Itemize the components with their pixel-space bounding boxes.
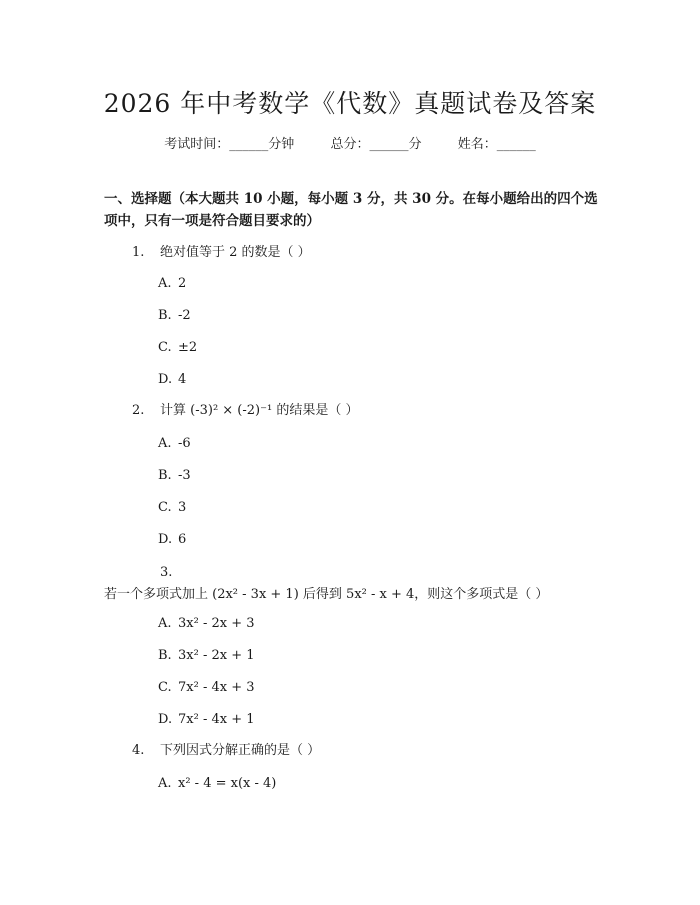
question-1-option-b [158,308,191,323]
option-label: C. [158,340,172,355]
option-label: D. [158,712,173,727]
question-3-option-a [158,616,255,631]
question-3 [104,562,604,606]
option-label: C. [158,500,172,515]
question-2-option-d [158,532,186,547]
question-number: 4. [132,743,145,758]
option-label: B. [158,468,172,483]
question-2 [132,400,592,422]
question-text: 下列因式分解正确的是（ ） [160,743,321,758]
section-heading: 一、选择题（本大题共 10 小题，每小题 3 分，共 30 分。在每小题给出的四个选项中，只有一项是符合题目要求的） [104,191,598,229]
question-1-option-c [158,340,197,355]
exam-info-line [0,133,700,152]
question-2-option-b [158,468,191,483]
option-label: B. [158,308,172,323]
question-4 [132,740,592,762]
option-label: C. [158,680,172,695]
question-3-option-b [158,648,255,663]
option-label: D. [158,372,173,387]
question-3-option-c [158,680,255,695]
question-3-option-d [158,712,255,727]
question-text: 若一个多项式加上 (2x² - 3x + 1) 后得到 5x² - x + 4，则这个多项式是（ ） [104,587,549,602]
question-text: 计算 (-3)² × (-2)⁻¹ 的结果是（ ） [160,403,359,418]
student-name-field: 姓名：______ [457,137,536,152]
question-text: 绝对值等于 2 的数是（ ） [160,245,311,260]
exam-time-field: 考试时间：______分钟 [164,137,295,152]
option-label: D. [158,532,173,547]
question-number: 2. [132,403,145,418]
option-text: 6 [178,532,187,547]
option-text: 3 [178,500,187,515]
option-text: ±2 [178,340,198,355]
total-score-field: 总分：______分 [330,137,422,152]
question-4-option-a [158,776,276,791]
option-label: A. [158,616,172,631]
option-text: 2 [178,276,187,291]
question-1-option-a [158,276,186,291]
question-2-option-c [158,500,186,515]
option-text: 7x² - 4x + 1 [178,712,255,727]
option-text: -3 [178,468,191,483]
option-text: 7x² - 4x + 3 [178,680,255,695]
option-text: 3x² - 2x + 1 [178,648,255,663]
question-number: 3. [160,565,173,580]
option-text: 4 [178,372,187,387]
question-1-option-d [158,372,186,387]
option-label: A. [158,436,172,451]
option-label: A. [158,276,172,291]
question-number: 1. [132,245,145,260]
option-label: A. [158,776,172,791]
question-1 [132,242,592,264]
option-text: -6 [178,436,191,451]
exam-title: 2026 年中考数学《代数》真题试卷及答案 [103,89,597,118]
option-text: -2 [178,308,191,323]
option-label: B. [158,648,172,663]
option-text: x² - 4 = x(x - 4) [178,776,277,791]
option-text: 3x² - 2x + 3 [178,616,255,631]
question-2-option-a [158,436,191,451]
